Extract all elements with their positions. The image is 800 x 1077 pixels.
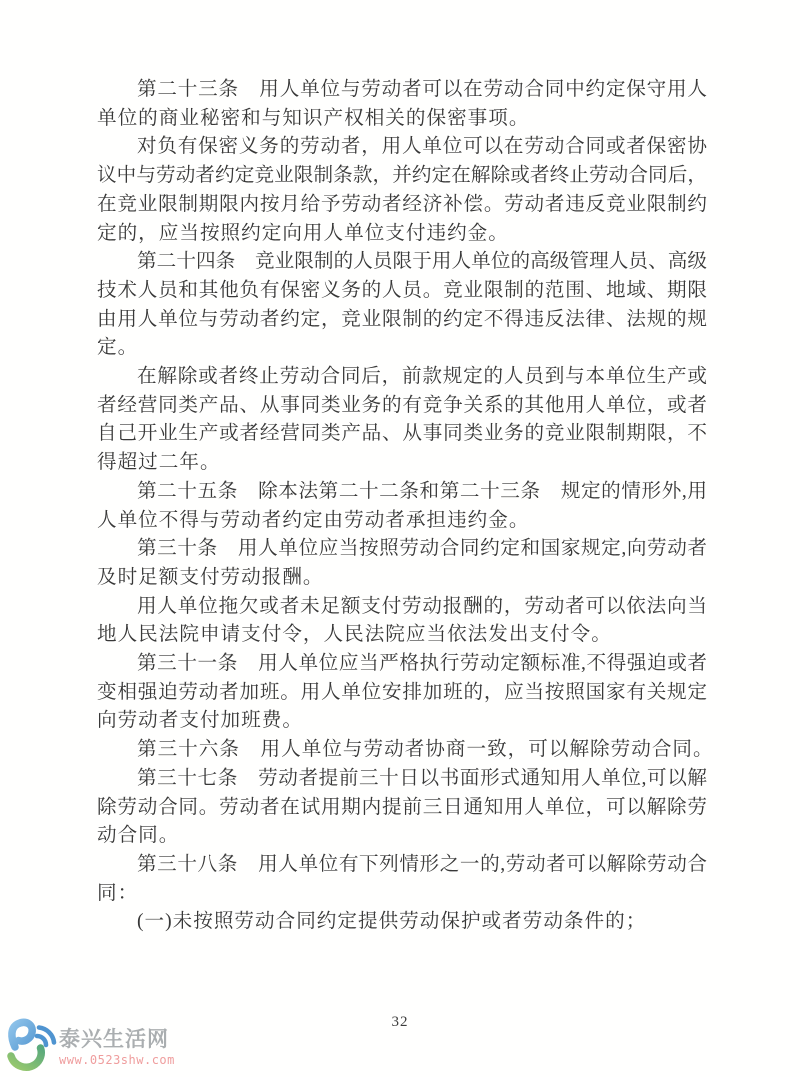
text-line: 者经营同类产品、从事同类业务的有竞争关系的其他用人单位，或者	[97, 394, 707, 416]
text-line: 自己开业生产或者经营同类产品、从事同类业务的竞业限制期限，不	[97, 423, 707, 445]
text-line: 在解除或者终止劳动合同后，前款规定的人员到与本单位生产或	[137, 366, 707, 388]
watermark-site-name: 泰兴生活网	[59, 1028, 169, 1051]
text-line: 用人单位拖欠或者未足额支付劳动报酬的，劳动者可以依法向当	[137, 595, 707, 617]
watermark-text	[59, 1016, 175, 1068]
text-line: 由用人单位与劳动者约定，竞业限制的约定不得违反法律、法规的规	[97, 308, 707, 330]
text-line: (一)未按照劳动合同约定提供劳动保护或者劳动条件的；	[137, 911, 647, 933]
text-line: 定的，应当按照约定向用人单位支付违约金。	[97, 222, 509, 244]
text-line: 对负有保密义务的劳动者，用人单位可以在劳动合同或者保密协	[137, 136, 707, 158]
text-line: 第三十八条 用人单位有下列情形之一的,劳动者可以解除劳动合	[137, 853, 707, 875]
text-line: 第三十条 用人单位应当按照劳动合同约定和国家规定,向劳动者	[137, 538, 707, 560]
site-watermark	[3, 1016, 175, 1073]
text-line: 第二十三条 用人单位与劳动者可以在劳动合同中约定保守用人	[137, 79, 707, 100]
text-line: 及时足额支付劳动报酬。	[97, 566, 324, 588]
text-line: 除劳动合同。劳动者在试用期内提前三日通知用人单位，可以解除劳	[97, 796, 707, 818]
text-line: 地人民法院申请支付令，人民法院应当依法发出支付令。	[97, 624, 612, 646]
text-line: 在竞业限制期限内按月给予劳动者经济补偿。劳动者违反竞业限制约	[97, 193, 707, 215]
watermark-site-url: www.0523shw.com	[59, 1053, 175, 1067]
text-line: 得超过二年。	[97, 452, 221, 474]
text-line: 第三十七条 劳动者提前三十日以书面形式通知用人单位,可以解	[137, 767, 707, 789]
text-line: 第二十四条 竞业限制的人员限于用人单位的高级管理人员、高级	[137, 251, 707, 273]
text-line: 第二十五条 除本法第二十二条和第二十三条 规定的情形外,用	[137, 480, 707, 502]
text-line: 向劳动者支付加班费。	[97, 710, 303, 732]
text-line: 变相强迫劳动者加班。用人单位安排加班的，应当按照国家有关规定	[97, 681, 707, 703]
text-line: 动合同。	[97, 825, 180, 847]
text-line: 单位的商业秘密和与知识产权相关的保密事项。	[97, 107, 530, 129]
text-line: 第三十一条 用人单位应当严格执行劳动定额标准,不得强迫或者	[137, 653, 707, 675]
page-number: 32	[391, 1014, 409, 1030]
legal-text-block	[97, 76, 714, 937]
text-line: 人单位不得与劳动者约定由劳动者承担违约金。	[97, 509, 530, 531]
text-line: 定。	[97, 337, 139, 359]
text-line: 同：	[97, 882, 139, 904]
text-line: 技术人员和其他负有保密义务的人员。竞业限制的范围、地域、期限	[97, 279, 707, 301]
text-line: 议中与劳动者约定竞业限制条款，并约定在解除或者终止劳动合同后，	[97, 165, 707, 187]
signal-logo-icon	[3, 1016, 57, 1073]
text-line: 第三十六条 用人单位与劳动者协商一致，可以解除劳动合同。	[137, 739, 714, 761]
